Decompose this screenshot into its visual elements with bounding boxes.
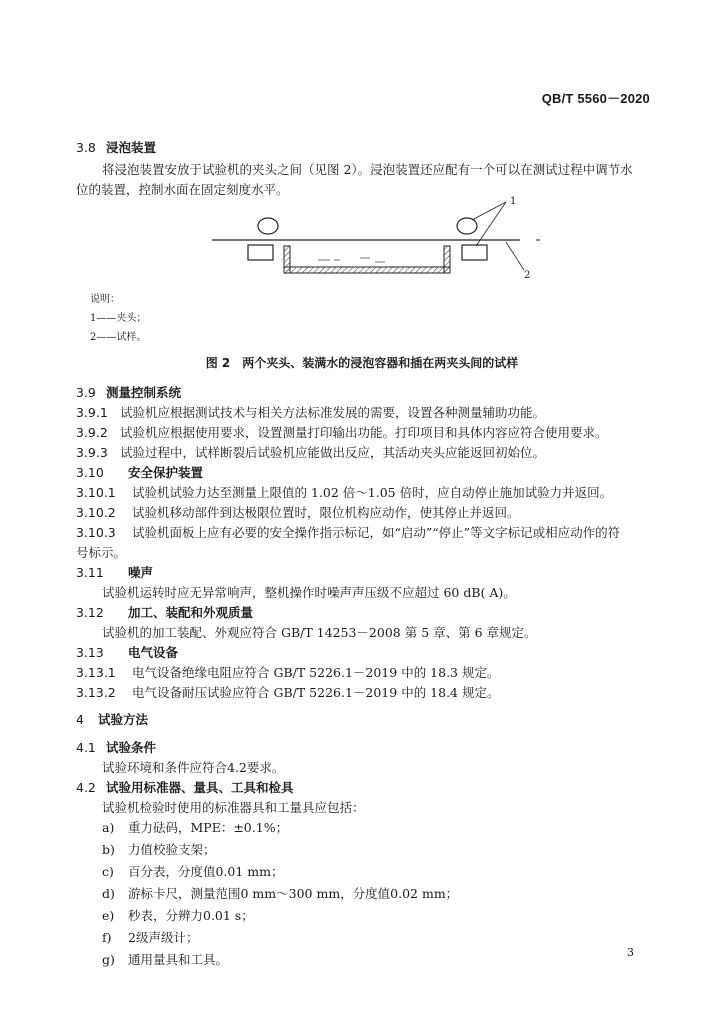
section-title: 安全保护装置 [128,465,204,480]
section-number: 3.13 [76,645,104,660]
immersion-container [284,246,450,273]
page-number: 3 [627,946,634,959]
list-text: 通用量具和工具。 [128,952,229,967]
clause-3-13-2 [76,683,499,701]
section-title: 浸泡装置 [106,140,157,155]
list-marker: g) [102,952,115,967]
section-number: 3.11 [76,565,104,580]
figure-legend-item: 1——夹头； [90,313,147,324]
section-4-heading [76,710,148,728]
clause-3-9-3 [76,443,545,461]
clause-text: 试验机面板上应有必要的安全操作指示标记，如“启动”“停止”等文字标记或相应动作的符 [132,525,621,540]
clause-3-9-2 [76,423,608,441]
section-3-10-heading [76,463,203,481]
lower-right-clamp [462,245,487,260]
paragraph-line: 将浸泡装置安放于试验机的夹头之间（见图 2）。浸泡装置还应配有一个可以在测试过程中调节水 [102,162,633,177]
section-4-1-text: 试验环境和条件应符合4.2要求。 [102,760,285,775]
list-text: 游标卡尺，测量范围0 mm～300 mm，分度值0.02 mm； [128,886,459,901]
list-item [102,840,216,858]
standard-code: QB/T 5560－2020 [541,91,650,106]
clause-number: 3.10.2 [76,505,116,520]
paragraph-line: 位的装置，控制水面在固定刻度水平。 [76,182,289,197]
section-3-11-heading [76,563,153,581]
clause-number: 3.9.1 [76,405,108,420]
clause-text: 试验机移动部件到达极限位置时，限位机构应动作，使其停止并返回。 [132,505,520,520]
section-3-12-heading [76,603,253,621]
section-number: 3.8 [76,140,96,155]
clause-number: 3.9.2 [76,425,108,440]
section-title: 试验用标准器、量具、工具和检具 [106,780,294,795]
clause-3-10-3 [76,523,620,541]
section-3-13-heading [76,643,178,661]
clause-text: 电气设备绝缘电阻应符合 GB/T 5226.1－2019 中的 18.3 规定。 [132,665,500,680]
list-item [102,884,458,902]
upper-right-clamp [457,218,477,234]
callout-2-leader [506,242,524,270]
clause-3-9-1 [76,403,545,421]
list-marker: c) [102,864,114,879]
callout-2-label: 2 [524,270,531,281]
section-title: 噪声 [128,565,154,580]
clause-3-10-1 [76,483,612,501]
clause-number: 3.13.1 [76,665,116,680]
list-item [102,906,254,924]
list-text: 2级声级计； [128,930,199,945]
list-item [102,862,284,880]
figure-caption: 图 2 两个夹头、装满水的浸泡容器和插在两夹头间的试样 [205,356,519,370]
figure-legend-item: 2——试样。 [90,332,147,343]
clause-number: 3.10.1 [76,485,116,500]
section-3-12-text: 试验机的加工装配、外观应符合 GB/T 14253－2008 第 5 章、第 6 章规定。 [102,625,537,640]
section-4-2-heading [76,778,294,796]
section-number: 4 [76,712,84,727]
list-item [102,928,198,946]
clause-text: 电气设备耐压试验应符合 GB/T 5226.1－2019 中的 18.4 规定。 [132,685,500,700]
clause-number: 3.10.3 [76,525,116,540]
clause-number: 3.13.2 [76,685,116,700]
clause-number: 3.9.3 [76,445,108,460]
list-text: 重力砝码，MPE：±0.1%； [128,820,289,835]
section-4-2-intro: 试验机检验时使用的标准器具和工量具应包括： [102,800,365,815]
list-item [102,818,288,836]
section-number: 3.10 [76,465,104,480]
clause-3-10-2 [76,503,520,521]
list-marker: d) [102,886,115,901]
section-3-9-heading [76,383,181,401]
section-number: 4.2 [76,780,96,795]
clause-text: 试验机应根据测试技术与相关方法标准发展的需要，设置各种测量辅助功能。 [120,405,546,420]
clause-text: 试验机试验力达至测量上限值的 1.02 倍～1.05 倍时，应自动停止施加试验力并返回。 [132,485,613,500]
clause-text: 试验过程中，试样断裂后试验机应能做出反应，其活动夹头应能返回初始位。 [120,445,546,460]
list-text: 百分表，分度值0.01 mm； [128,864,284,879]
section-title: 试验条件 [106,740,157,755]
list-marker: f) [102,930,112,945]
figure-legend-title: 说明： [90,294,120,305]
clause-continuation: 号标示。 [76,545,127,560]
callout-1-leader [472,202,506,220]
upper-left-clamp [258,218,278,234]
section-number: 3.9 [76,385,96,400]
section-title: 测量控制系统 [106,385,182,400]
lower-left-clamp [248,245,273,260]
section-title: 加工、装配和外观质量 [128,605,254,620]
section-3-8-heading [76,138,156,156]
list-marker: e) [102,908,115,923]
section-title: 电气设备 [128,645,179,660]
section-title: 试验方法 [98,712,149,727]
section-4-1-heading [76,738,156,756]
list-text: 力值校验支架； [128,842,216,857]
clause-text: 试验机应根据使用要求，设置测量打印输出功能。打印项目和具体内容应符合使用要求。 [120,425,608,440]
section-3-11-text: 试验机运转时应无异常响声，整机操作时噪声声压级不应超过 60 dB( A)。 [102,585,516,600]
clause-3-13-1 [76,663,499,681]
section-number: 4.1 [76,740,96,755]
section-number: 3.12 [76,605,104,620]
callout-1-label: 1 [510,196,517,207]
list-item [102,950,228,968]
water-marks [318,258,385,262]
list-marker: a) [102,820,115,835]
list-marker: b) [102,842,115,857]
list-text: 秒表，分辨力0.01 s； [128,908,254,923]
